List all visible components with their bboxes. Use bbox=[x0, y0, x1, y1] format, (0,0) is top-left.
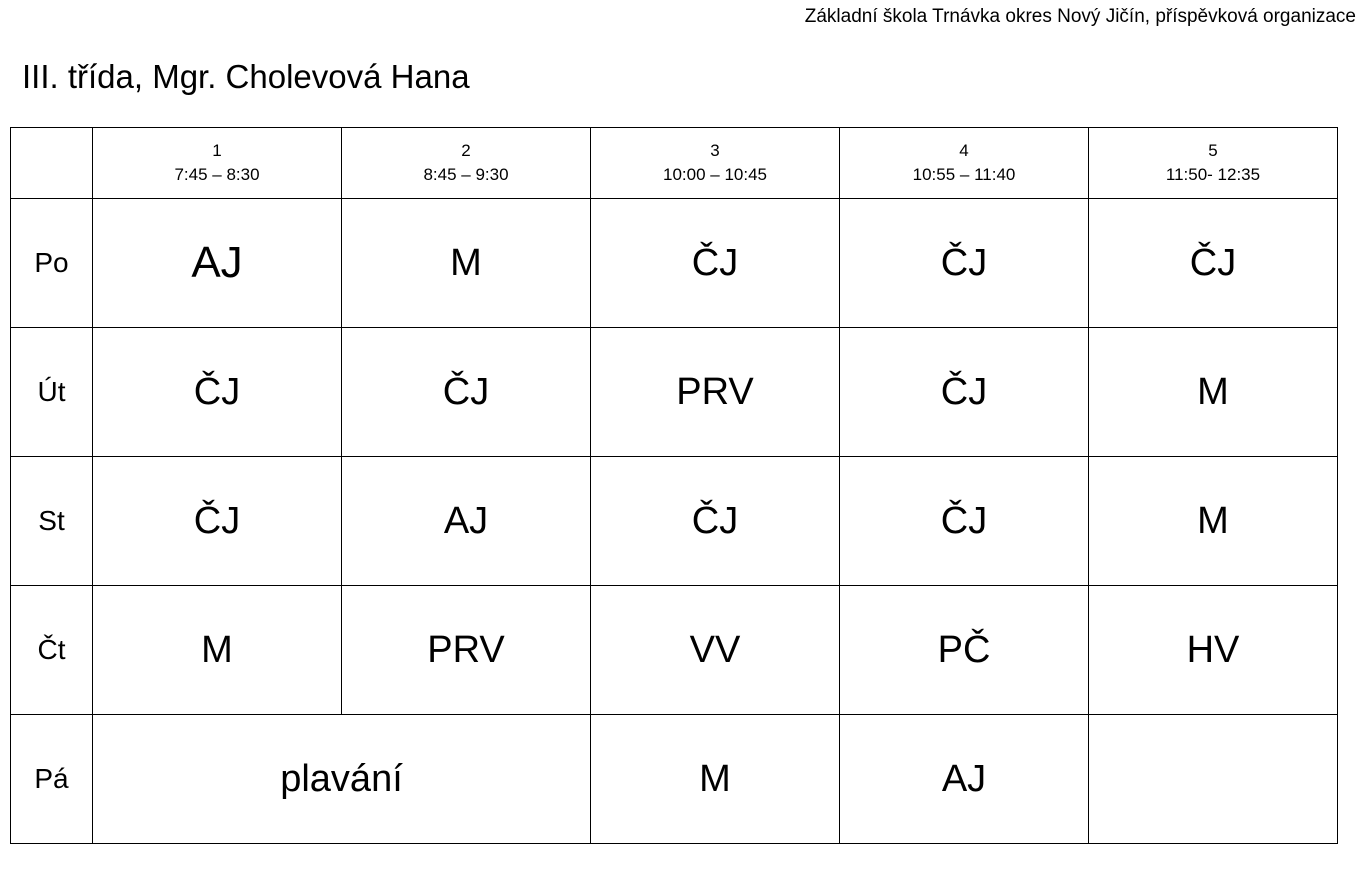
period-header-3 bbox=[591, 128, 840, 199]
lesson-cell: ČJ bbox=[93, 457, 342, 586]
lesson-cell: ČJ bbox=[840, 457, 1089, 586]
day-label: St bbox=[11, 457, 93, 586]
day-row-ut bbox=[11, 328, 1338, 457]
period-number: 5 bbox=[1208, 141, 1218, 160]
lesson-cell: M bbox=[591, 715, 840, 844]
class-title: III. třída, Mgr. Cholevová Hana bbox=[22, 58, 470, 95]
lesson-cell: PRV bbox=[591, 328, 840, 457]
period-header-1 bbox=[93, 128, 342, 199]
lesson-cell: AJ bbox=[840, 715, 1089, 844]
period-time: 10:55 – 11:40 bbox=[912, 165, 1016, 184]
lesson-cell-merged: plavání bbox=[93, 715, 591, 844]
lesson-cell: M bbox=[1089, 328, 1338, 457]
period-number: 1 bbox=[212, 141, 222, 160]
timetable bbox=[10, 127, 1338, 844]
day-row-ct bbox=[11, 586, 1338, 715]
lesson-cell: PČ bbox=[840, 586, 1089, 715]
period-number: 2 bbox=[461, 141, 471, 160]
lesson-cell: M bbox=[342, 199, 591, 328]
period-header-2 bbox=[342, 128, 591, 199]
period-time: 11:50- 12:35 bbox=[1165, 165, 1261, 184]
lesson-cell: VV bbox=[591, 586, 840, 715]
day-label: Po bbox=[11, 199, 93, 328]
lesson-cell: AJ bbox=[93, 199, 342, 328]
day-row-po bbox=[11, 199, 1338, 328]
day-label: Út bbox=[11, 328, 93, 457]
lesson-cell: ČJ bbox=[93, 328, 342, 457]
period-time: 7:45 – 8:30 bbox=[174, 165, 260, 184]
lesson-cell-empty bbox=[1089, 715, 1338, 844]
lesson-cell: M bbox=[1089, 457, 1338, 586]
lesson-cell: ČJ bbox=[840, 199, 1089, 328]
corner-cell bbox=[11, 128, 93, 199]
period-time: 10:00 – 10:45 bbox=[663, 165, 767, 184]
lesson-cell: ČJ bbox=[342, 328, 591, 457]
lesson-cell: ČJ bbox=[1089, 199, 1338, 328]
timetable-header-row bbox=[11, 128, 1338, 199]
period-number: 3 bbox=[710, 141, 720, 160]
lesson-cell: ČJ bbox=[591, 457, 840, 586]
lesson-cell: ČJ bbox=[591, 199, 840, 328]
lesson-cell: ČJ bbox=[840, 328, 1089, 457]
period-time: 8:45 – 9:30 bbox=[423, 165, 509, 184]
period-header-5 bbox=[1089, 128, 1338, 199]
day-label: Pá bbox=[11, 715, 93, 844]
school-name: Základní škola Trnávka okres Nový Jičín, příspěvková organizace bbox=[804, 6, 1356, 27]
period-header-4 bbox=[840, 128, 1089, 199]
day-row-pa bbox=[11, 715, 1338, 844]
period-number: 4 bbox=[959, 141, 969, 160]
day-label: Čt bbox=[11, 586, 93, 715]
lesson-cell: M bbox=[93, 586, 342, 715]
day-row-st bbox=[11, 457, 1338, 586]
lesson-cell: HV bbox=[1089, 586, 1338, 715]
lesson-cell: AJ bbox=[342, 457, 591, 586]
lesson-cell: PRV bbox=[342, 586, 591, 715]
